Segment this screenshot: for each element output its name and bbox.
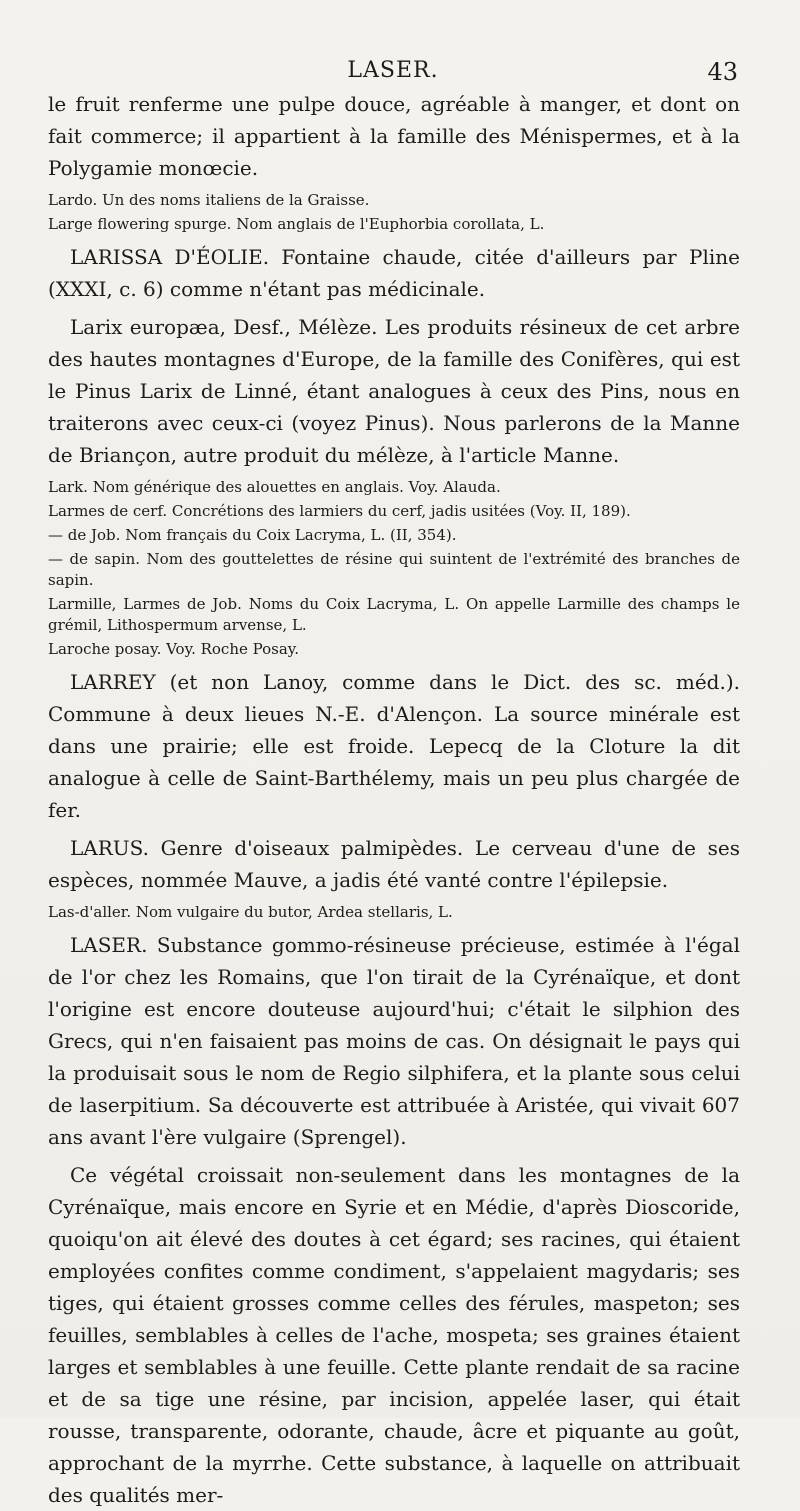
entry-larmes-de-sapin: — de sapin. Nom des gouttelettes de résine qui suintent de l'extrémité des branches de sapin. [48,550,740,589]
entry-laser: LASER. Substance gommo-résineuse précieuse, estimée à l'égal de l'or chez les Romains, que l'on tirait de la Cyrénaïque, et dont l'origine est encore douteuse aujourd'hui; c'était le silphion des Grecs, qui n'en faisaient pas moins de cas. On désignait le pays qui la produisait sous le nom de Regio silphifera, et la plante sous celui de laserpitium. Sa découverte est attribuée à Aristée, qui vivait 607 ans avant l'ère vulgaire (Sprengel). [48,933,740,1149]
entry-larmes-de-job: — de Job. Nom français du Coix Lacryma, L. (II, 354). [48,526,457,544]
paragraph-continuation: le fruit renferme une pulpe douce, agréable à manger, et dont on fait commerce; il appartient à la famille des Ménispermes, et à la Polygamie monœcie. [48,92,740,180]
entry-larmille: Larmille, Larmes de Job. Noms du Coix Lacryma, L. On appelle Larmille des champs le grémil, Lithospermum arvense, L. [48,595,740,634]
entry-larrey: LARREY (et non Lanoy, comme dans le Dict. des sc. méd.). Commune à deux lieues N.-E. d'Alençon. La source minérale est dans une prairie; elle est froide. Lepecq de la Cloture la dit analogue à celle de Saint-Barthélemy, mais un peu plus chargée de fer. [48,670,740,822]
entry-larus: LARUS. Genre d'oiseaux palmipèdes. Le cerveau d'une de ses espèces, nommée Mauve, a jadis été vanté contre l'épilepsie. [48,836,740,892]
entry-larix: Larix europæa, Desf., Mélèze. Les produits résineux de cet arbre des hautes montagnes d'Europe, de la famille des Conifères, qui est le Pinus Larix de Linné, étant analogues à ceux des Pins, nous en traiterons avec ceux-ci (voyez Pinus). Nous parlerons de la Manne de Briançon, autre produit du mélèze, à l'article Manne. [48,315,740,467]
page-number: 43 [707,58,738,86]
entry-large-flowering-spurge: Large flowering spurge. Nom anglais de l'Euphorbia corollata, L. [48,215,545,233]
entry-las-daller: Las-d'aller. Nom vulgaire du butor, Ardea stellaris, L. [48,903,453,921]
entry-larmes-de-cerf: Larmes de cerf. Concrétions des larmiers du cerf, jadis usitées (Voy. II, 189). [48,502,631,520]
entry-laser-continued: Ce végétal croissait non-seulement dans les montagnes de la Cyrénaïque, mais encore en Syrie et en Médie, d'après Dioscoride, quoiqu'on ait élevé des doutes à cet égard; ses racines, qui étaient employées confites comme condiment, s'appelaient magydaris; ses tiges, qui étaient grosses comme celles des férules, maspeton; ses feuilles, semblables à celles de l'ache, mospeta; ses graines étaient larges et semblables à une feuille. Cette plante rendait de sa racine et de sa tige une résine, par incision, appelée laser, qui était rousse, transparente, odorante, chaude, âcre et piquante au goût, approchant de la myrrhe. Cette substance, à laquelle on attribuait des qualités mer- [48,1163,740,1507]
entry-lardo: Lardo. Un des noms italiens de la Graisse. [48,191,370,209]
entry-larissa: LARISSA D'ÉOLIE. Fontaine chaude, citée d'ailleurs par Pline (XXXI, c. 6) comme n'étant pas médicinale. [48,245,740,301]
page-body [48,88,740,1511]
entry-lark: Lark. Nom générique des alouettes en anglais. Voy. Alauda. [48,478,501,496]
running-title: LASER. [347,58,439,83]
entry-laroche-posay: Laroche posay. Voy. Roche Posay. [48,640,300,658]
